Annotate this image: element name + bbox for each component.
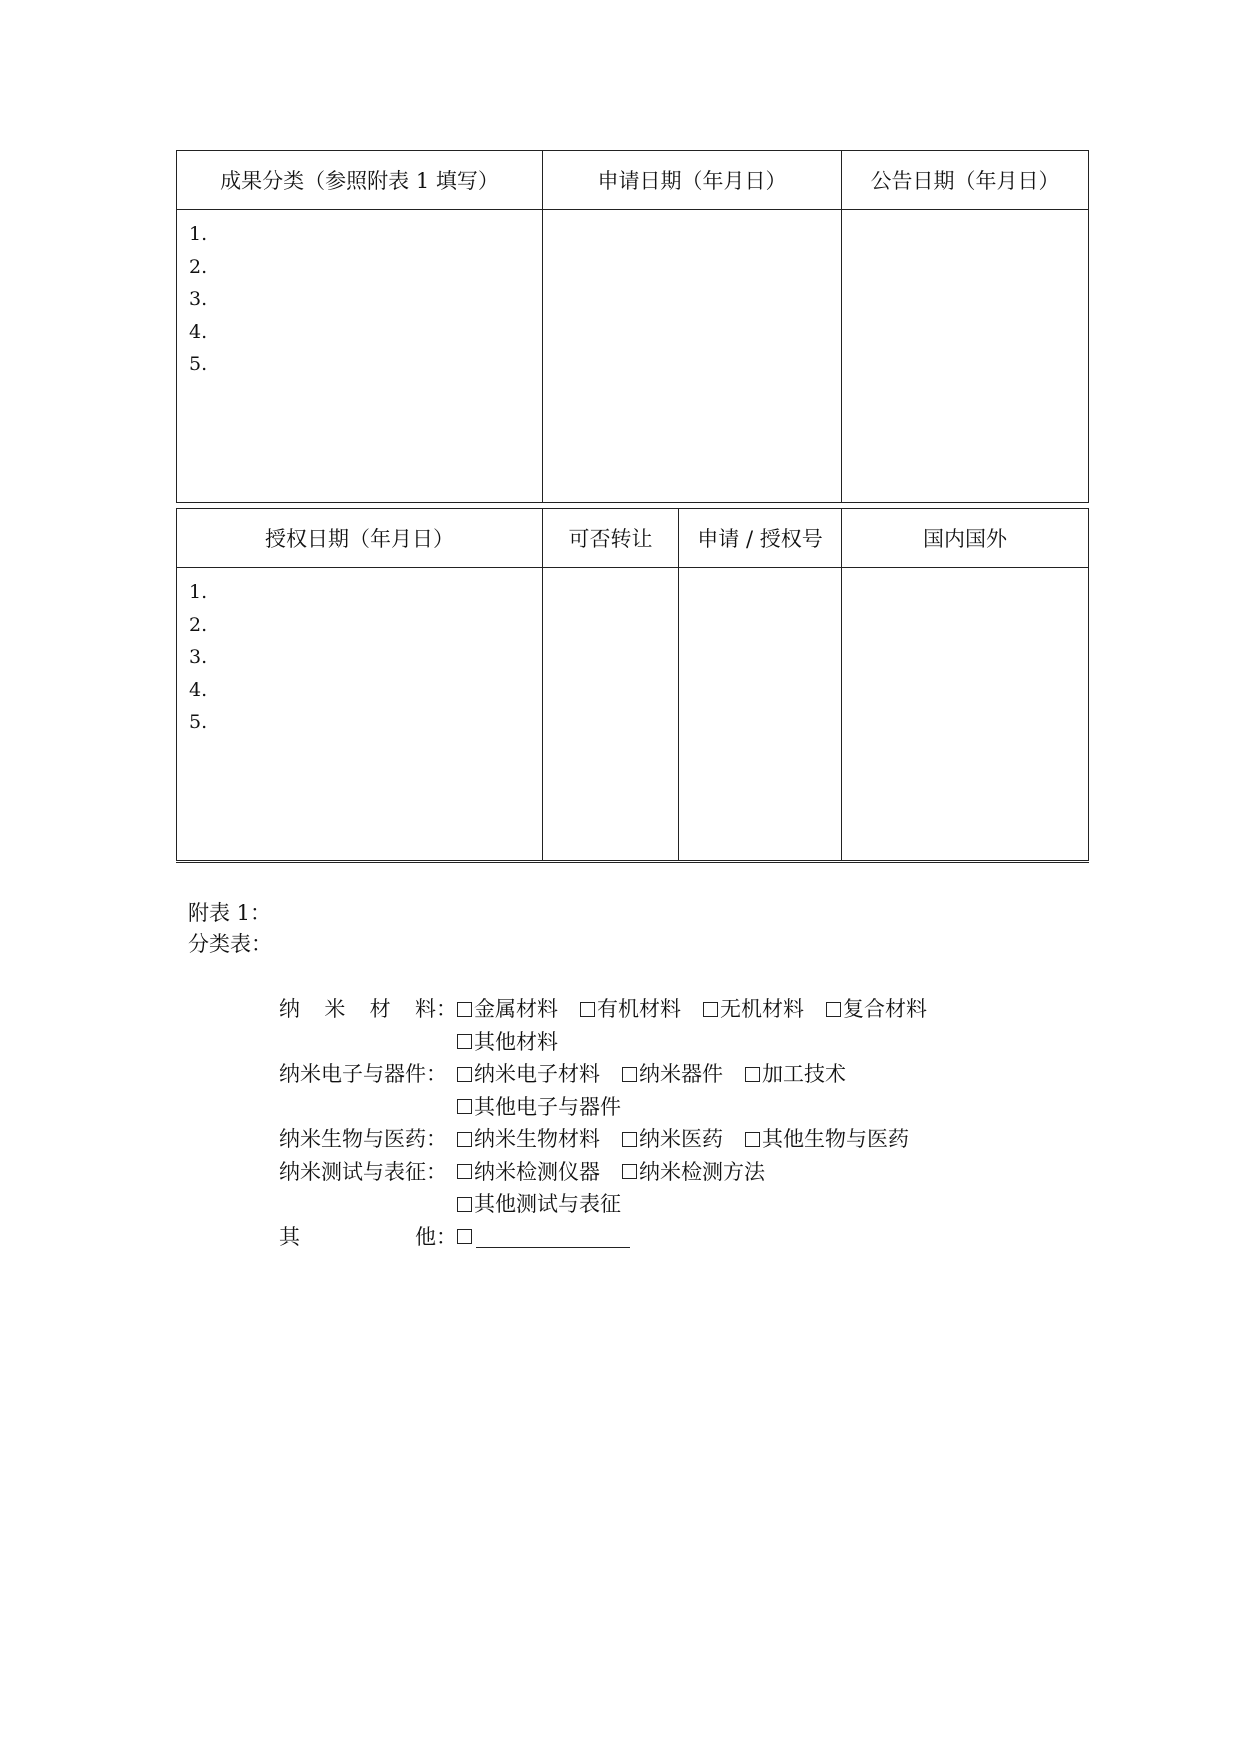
checkbox-icon[interactable] xyxy=(457,1229,472,1244)
category-option[interactable] xyxy=(826,993,927,1026)
checkbox-icon[interactable] xyxy=(703,1002,718,1017)
checkbox-icon[interactable] xyxy=(457,1099,472,1114)
category-option[interactable] xyxy=(622,1123,723,1156)
classification-row xyxy=(279,1221,1099,1254)
classification-label xyxy=(279,993,457,1026)
option-label: 其他生物与医药 xyxy=(762,1127,909,1151)
classification-row xyxy=(279,1188,1099,1221)
category-option[interactable] xyxy=(622,1156,765,1189)
option-label: 纳米器件 xyxy=(639,1062,723,1086)
appendix-note xyxy=(188,898,272,960)
classification-row xyxy=(279,1156,1099,1189)
option-group xyxy=(457,1058,868,1091)
classification-row xyxy=(279,1058,1099,1091)
classification-row xyxy=(279,1091,1099,1124)
list-item: 3. xyxy=(189,646,208,668)
classification-label xyxy=(279,1123,457,1156)
header-announcement-date: 公告日期（年月日） xyxy=(842,151,1089,210)
appendix-title: 附表 1： xyxy=(188,901,272,925)
list-item: 2. xyxy=(189,613,208,636)
classification-label xyxy=(279,1156,457,1189)
classification-row xyxy=(279,993,1099,1026)
numbered-list xyxy=(177,210,542,381)
classification-list xyxy=(279,993,1099,1253)
option-label: 无机材料 xyxy=(720,997,804,1021)
label-text: 其 xyxy=(279,1224,300,1249)
other-blank-line[interactable] xyxy=(476,1225,630,1248)
header-domestic-foreign: 国内国外 xyxy=(842,509,1089,568)
label-text: 料： xyxy=(414,997,457,1021)
table-header-row xyxy=(177,151,1089,210)
option-group xyxy=(457,1221,652,1254)
option-group xyxy=(457,993,949,1026)
table-row xyxy=(177,210,1089,503)
category-option[interactable] xyxy=(457,1188,621,1221)
checkbox-icon[interactable] xyxy=(457,1164,472,1179)
checkbox-icon[interactable] xyxy=(457,1067,472,1082)
header-application-date: 申请日期（年月日） xyxy=(543,151,842,210)
category-option[interactable] xyxy=(457,1026,558,1059)
application-date-cell[interactable] xyxy=(543,210,842,503)
list-item: 1. xyxy=(189,223,208,245)
announcement-date-cell[interactable] xyxy=(842,210,1089,503)
label-text: 材 xyxy=(369,997,391,1021)
achievement-table xyxy=(176,150,1089,503)
option-label: 加工技术 xyxy=(762,1062,846,1086)
header-category: 成果分类（参照附表 1 填写） xyxy=(177,151,543,210)
appendix-subtitle: 分类表： xyxy=(188,932,272,956)
label-text: 纳 xyxy=(279,997,300,1021)
category-option[interactable] xyxy=(622,1058,723,1091)
checkbox-icon[interactable] xyxy=(457,1034,472,1049)
option-label: 有机材料 xyxy=(597,997,681,1021)
classification-label xyxy=(279,1058,457,1091)
classification-label xyxy=(279,1188,457,1221)
numbered-list xyxy=(177,568,542,739)
classification-label xyxy=(279,1026,457,1059)
table-header-row xyxy=(177,509,1089,568)
option-label: 其他材料 xyxy=(474,1029,558,1054)
header-application-number: 申请 / 授权号 xyxy=(679,509,842,568)
option-label: 纳米生物材料 xyxy=(474,1127,600,1151)
category-option[interactable] xyxy=(457,1156,600,1189)
authorization-date-cell[interactable] xyxy=(177,568,543,862)
category-option[interactable] xyxy=(457,993,558,1026)
option-group xyxy=(457,1188,643,1221)
checkbox-icon[interactable] xyxy=(457,1197,472,1212)
list-item: 1. xyxy=(189,581,208,603)
category-option[interactable] xyxy=(580,993,681,1026)
option-group xyxy=(457,1026,580,1059)
checkbox-icon[interactable] xyxy=(826,1002,841,1017)
checkbox-icon[interactable] xyxy=(622,1132,637,1147)
option-group xyxy=(457,1123,931,1156)
option-label: 其他电子与器件 xyxy=(474,1094,621,1119)
header-transferable: 可否转让 xyxy=(543,509,679,568)
checkbox-icon[interactable] xyxy=(622,1164,637,1179)
table-row xyxy=(177,568,1089,862)
label-text: 纳米电子与器件： xyxy=(279,1062,447,1086)
checkbox-icon[interactable] xyxy=(745,1132,760,1147)
domestic-foreign-cell[interactable] xyxy=(842,568,1089,862)
other-option[interactable] xyxy=(457,1221,630,1254)
classification-label xyxy=(279,1091,457,1124)
checkbox-icon[interactable] xyxy=(457,1132,472,1147)
label-text: 米 xyxy=(324,997,346,1021)
list-item: 5. xyxy=(189,353,208,375)
checkbox-icon[interactable] xyxy=(745,1067,760,1082)
category-option[interactable] xyxy=(457,1123,600,1156)
checkbox-icon[interactable] xyxy=(457,1002,472,1017)
label-text: 他： xyxy=(415,1224,457,1249)
category-option[interactable] xyxy=(703,993,804,1026)
option-group xyxy=(457,1091,643,1124)
category-option[interactable] xyxy=(745,1123,909,1156)
option-label: 纳米医药 xyxy=(639,1127,723,1151)
option-label: 纳米检测方法 xyxy=(639,1159,765,1184)
category-option[interactable] xyxy=(457,1058,600,1091)
authorization-table xyxy=(176,508,1089,863)
option-group xyxy=(457,1156,787,1189)
category-option[interactable] xyxy=(457,1091,621,1124)
option-label: 金属材料 xyxy=(474,997,558,1021)
option-label: 其他测试与表征 xyxy=(474,1192,621,1216)
classification-label xyxy=(279,1221,457,1254)
list-item: 4. xyxy=(189,320,208,343)
header-authorization-date: 授权日期（年月日） xyxy=(177,509,543,568)
label-text: 纳米测试与表征： xyxy=(279,1159,447,1184)
transferable-cell[interactable] xyxy=(543,568,679,862)
classification-row xyxy=(279,1026,1099,1059)
checkbox-icon[interactable] xyxy=(622,1067,637,1082)
option-label: 纳米检测仪器 xyxy=(474,1159,600,1184)
list-item: 5. xyxy=(189,711,208,733)
list-item: 3. xyxy=(189,288,208,310)
classification-row xyxy=(279,1123,1099,1156)
category-option[interactable] xyxy=(745,1058,846,1091)
checkbox-icon[interactable] xyxy=(580,1002,595,1017)
label-text: 纳米生物与医药： xyxy=(279,1127,447,1151)
option-label: 复合材料 xyxy=(843,997,927,1021)
option-label: 纳米电子材料 xyxy=(474,1062,600,1086)
list-item: 2. xyxy=(189,255,208,278)
category-cell[interactable] xyxy=(177,210,543,503)
application-number-cell[interactable] xyxy=(679,568,842,862)
list-item: 4. xyxy=(189,678,208,701)
